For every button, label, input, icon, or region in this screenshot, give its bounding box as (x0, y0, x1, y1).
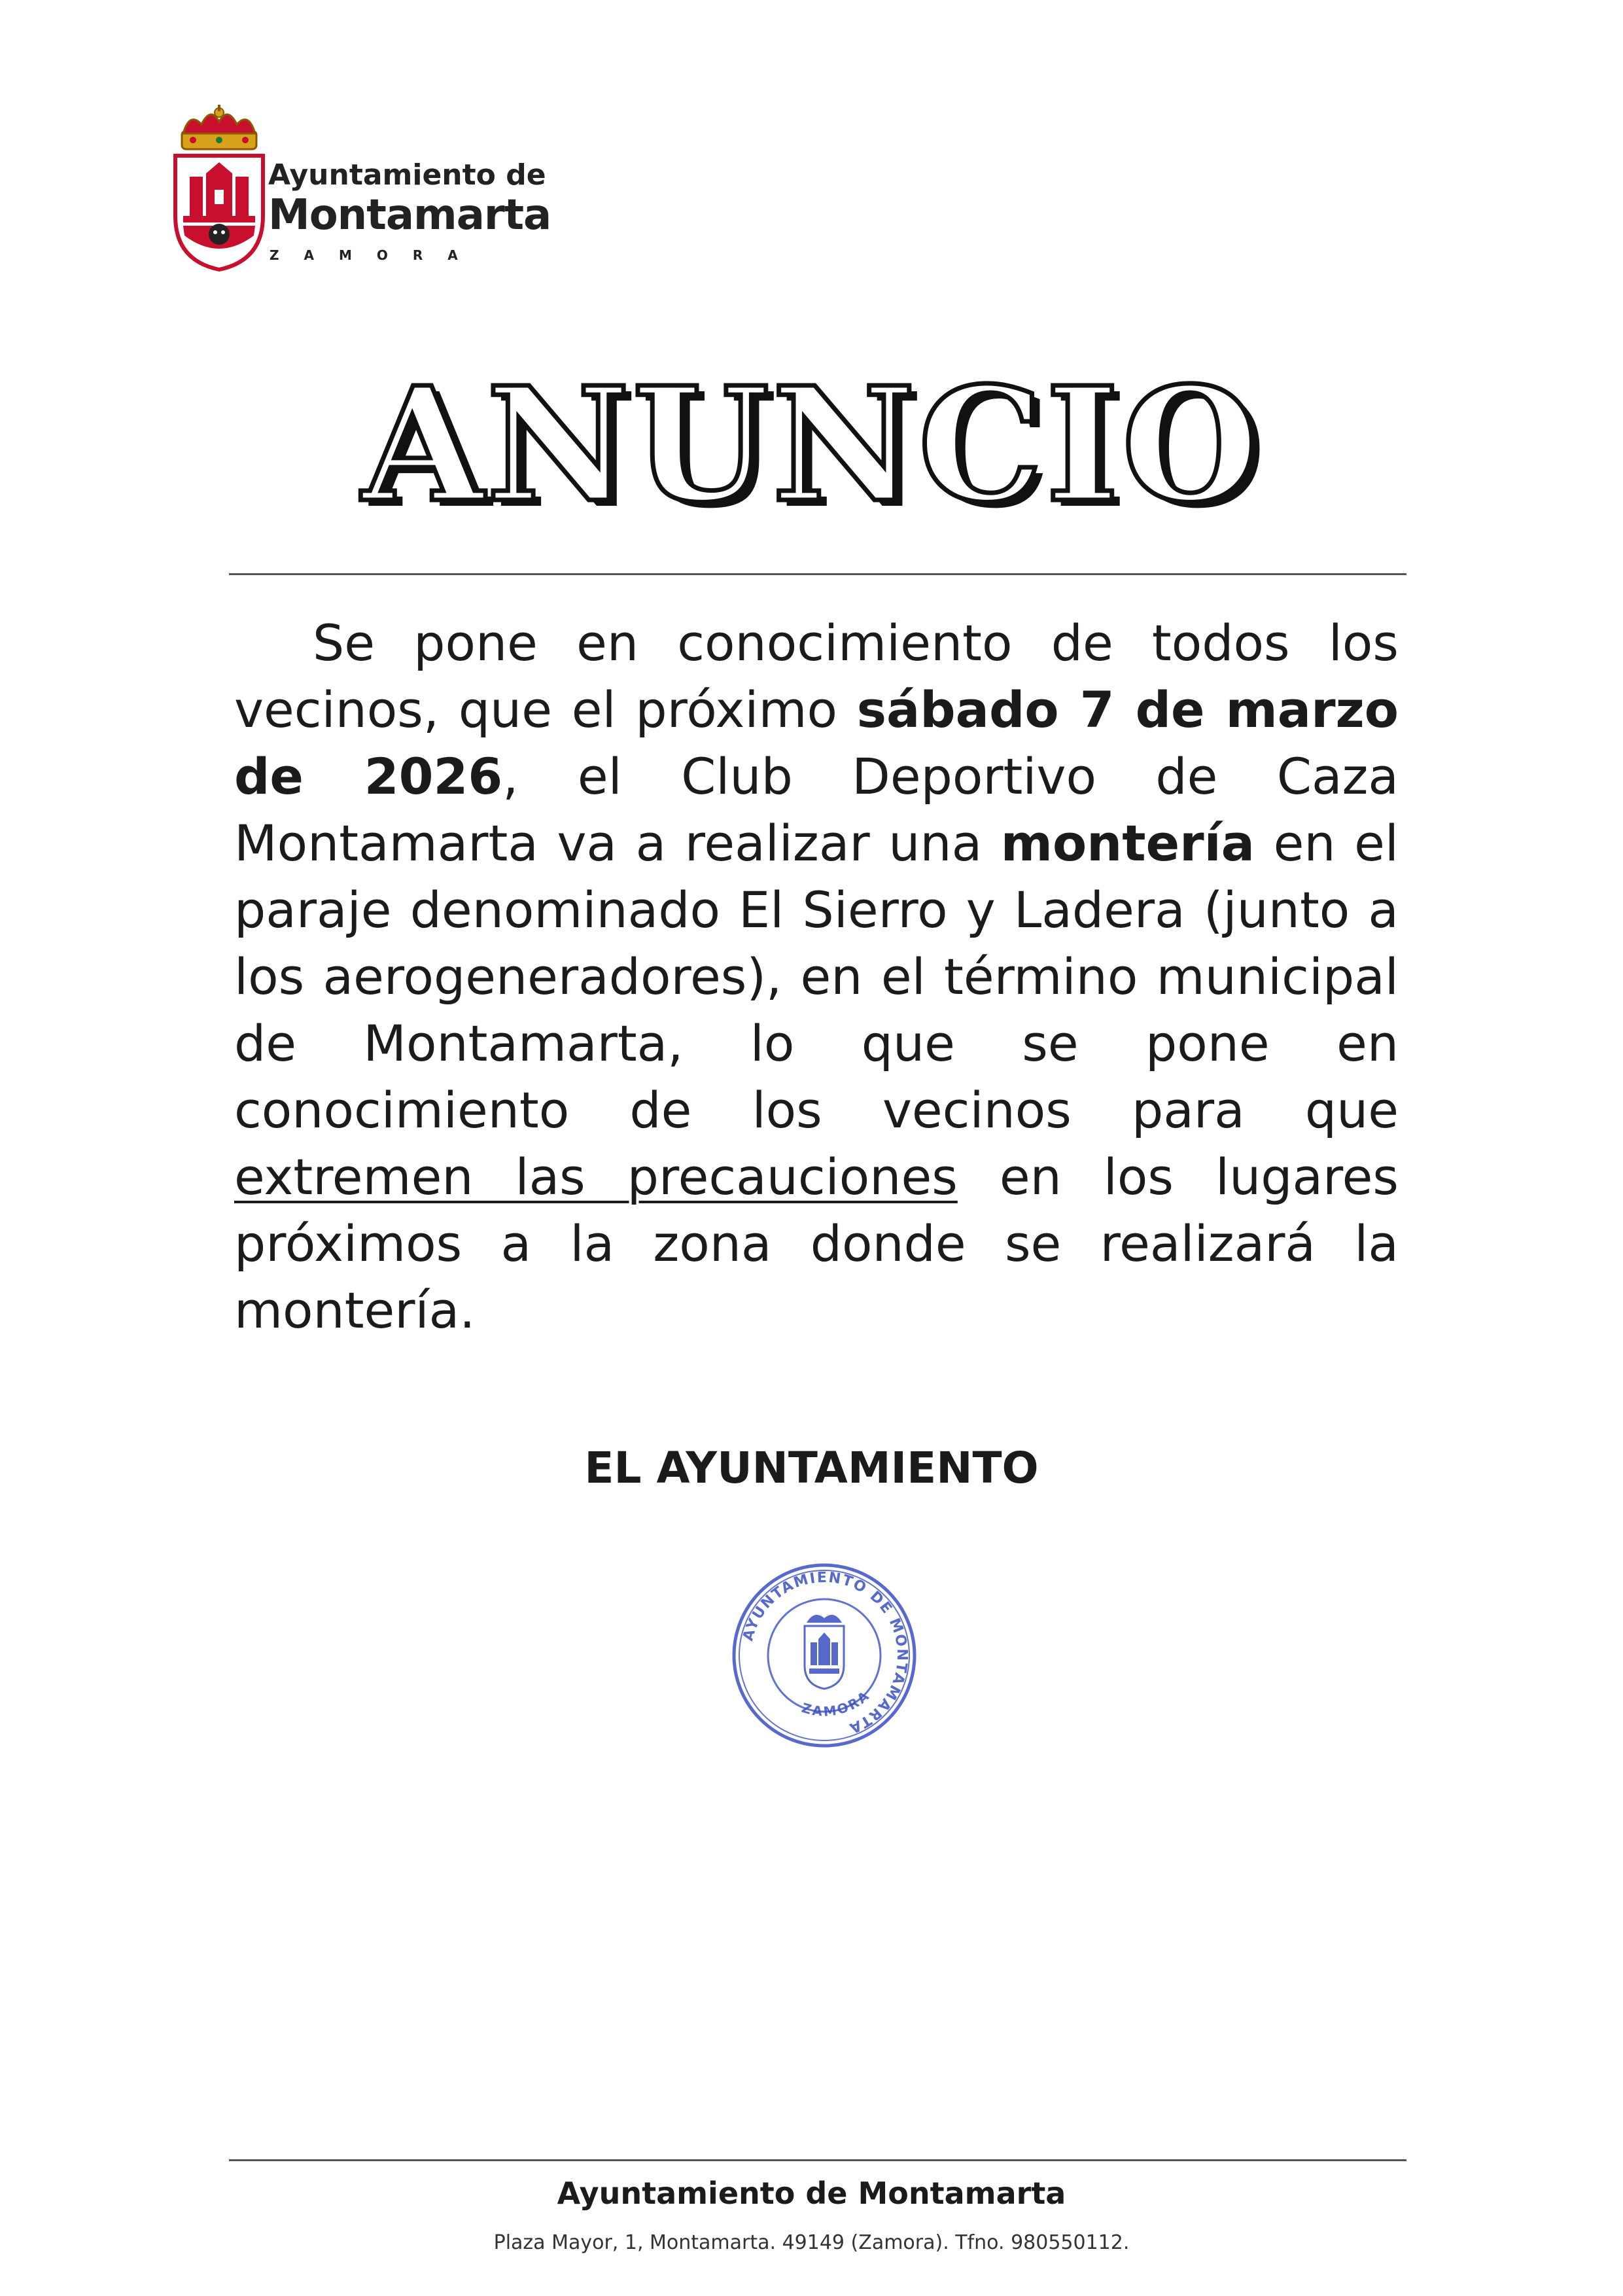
logo-line-1: Ayuntamiento de (268, 158, 546, 192)
official-stamp (729, 1561, 919, 1750)
coat-of-arms-icon (170, 105, 268, 275)
stamp-shield-icon (805, 1615, 844, 1689)
body-text-1: Se pone en conocimiento de todos los vecinos, que el próximo (234, 614, 1399, 739)
page-title: ANUNCIO (362, 353, 1261, 537)
footer-organization: Ayuntamiento de Montamarta (557, 2176, 1066, 2211)
signature-line: EL AYUNTAMIENTO (584, 1443, 1039, 1493)
footer-divider (229, 2159, 1406, 2161)
stamp-ring-text: AYUNTAMIENTO DE MONTAMARTA (740, 1569, 911, 1737)
footer-address: Plaza Mayor, 1, Montamarta. 49149 (Zamora). Tfno. 980550112. (493, 2231, 1130, 2254)
body-text-2: , el Club Deportivo de Caza Montamarta va a realizar una (234, 747, 1399, 872)
event-type: montería (1000, 814, 1255, 872)
logo-line-3: ZAMORA (270, 247, 483, 263)
stamp-bottom-text: ZAMORA (799, 1687, 873, 1720)
precaution-warning: extremen las precauciones (234, 1148, 958, 1206)
municipal-logo (170, 105, 551, 281)
body-text-4: en los lugares próximos a la zona donde se realizará la montería. (234, 1148, 1399, 1339)
body-text-3: en el paraje denominado El Sierro y Ladera (junto a los aerogeneradores), en el término municipal de Montamarta, lo que se pone en conocimiento de los vecinos para que (234, 814, 1399, 1139)
announcement-body (234, 610, 1399, 1344)
title-divider (229, 573, 1406, 575)
event-date: sábado 7 de marzo de 2026 (234, 680, 1399, 805)
logo-line-2: Montamarta (268, 191, 551, 239)
